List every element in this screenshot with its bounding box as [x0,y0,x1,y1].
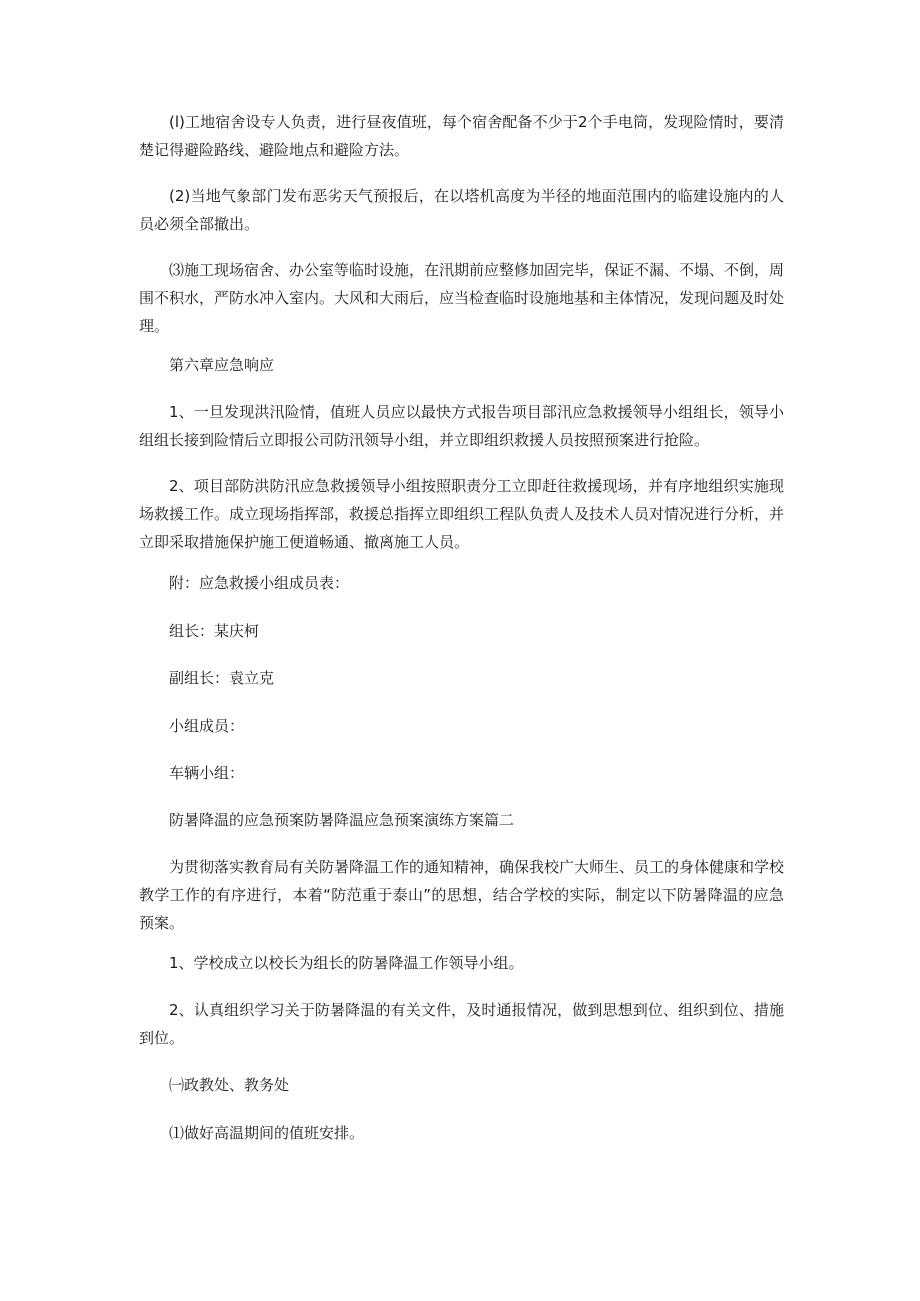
section-title-heat-plan: 防暑降温的应急预案防暑降温应急预案演练方案篇二 [169,811,515,829]
paragraph-heat-intro: 为贯彻落实教育局有关防暑降温工作的通知精神，确保我校广大师生、员工的身体健康和学校教学工作的有序进行，本着“防范重于泰山”的思想，结合学校的实际，制定以下防暑降温的应急预案。 [139,858,785,932]
paragraph-deputy-leader: 副组长：袁立克 [169,669,275,687]
paragraph-appendix-title: 附：应急救援小组成员表： [169,574,350,592]
chapter-heading: 第六章应急响应 [169,356,275,374]
paragraph-response-1: 1、一旦发现洪汛险情，值班人员应以最快方式报告项目部汛应急救援领导小组组长，领导小组组长接到险情后立即报公司防汛领导小组，并立即组织救援人员按照预案进行抢险。 [139,403,784,449]
paragraph-duty-arrangement: ⑴做好高温期间的值班安排。 [169,1124,365,1142]
paragraph-vehicle-team: 车辆小组： [169,764,245,782]
paragraph-weather-evacuation: (2)当地气象部门发布恶劣天气预报后，在以塔机高度为半径的地面范围内的临建设施内的人员必须全部撤出。 [139,187,784,233]
paragraph-heat-1: 1、学校成立以校长为组长的防暑降温工作领导小组。 [169,954,524,972]
paragraph-temporary-facilities: ⑶施工现场宿舍、办公室等临时设施，在汛期前应整修加固完毕，保证不漏、不塌、不倒，周围不积水，严防水冲入室内。大风和大雨后，应当检查临时设施地基和主体情况，发现问题及时处理。 [139,261,785,335]
paragraph-response-2: 2、项目部防洪防汛应急救援领导小组按照职责分工立即赶往救援现场，并有序地组织实施现场救援工作。成立现场指挥部，救援总指挥立即组织工程队负责人及技术人员对情况进行分析，并立即采取措施保护施工便道畅通、撤离施工人员。 [139,477,785,551]
paragraph-dept-heading: ㈠政教处、教务处 [169,1076,290,1094]
paragraph-team-leader: 组长：某庆柯 [169,622,260,640]
paragraph-team-members: 小组成员： [169,717,245,735]
paragraph-dormitory-duty: (l)工地宿舍设专人负责，进行昼夜值班，每个宿舍配备不少于2个手电筒，发现险情时，要清楚记得避险路线、避险地点和避险方法。 [139,113,784,159]
paragraph-heat-2: 2、认真组织学习关于防暑降温的有关文件，及时通报情况，做到思想到位、组织到位、措施到位。 [139,1001,784,1047]
